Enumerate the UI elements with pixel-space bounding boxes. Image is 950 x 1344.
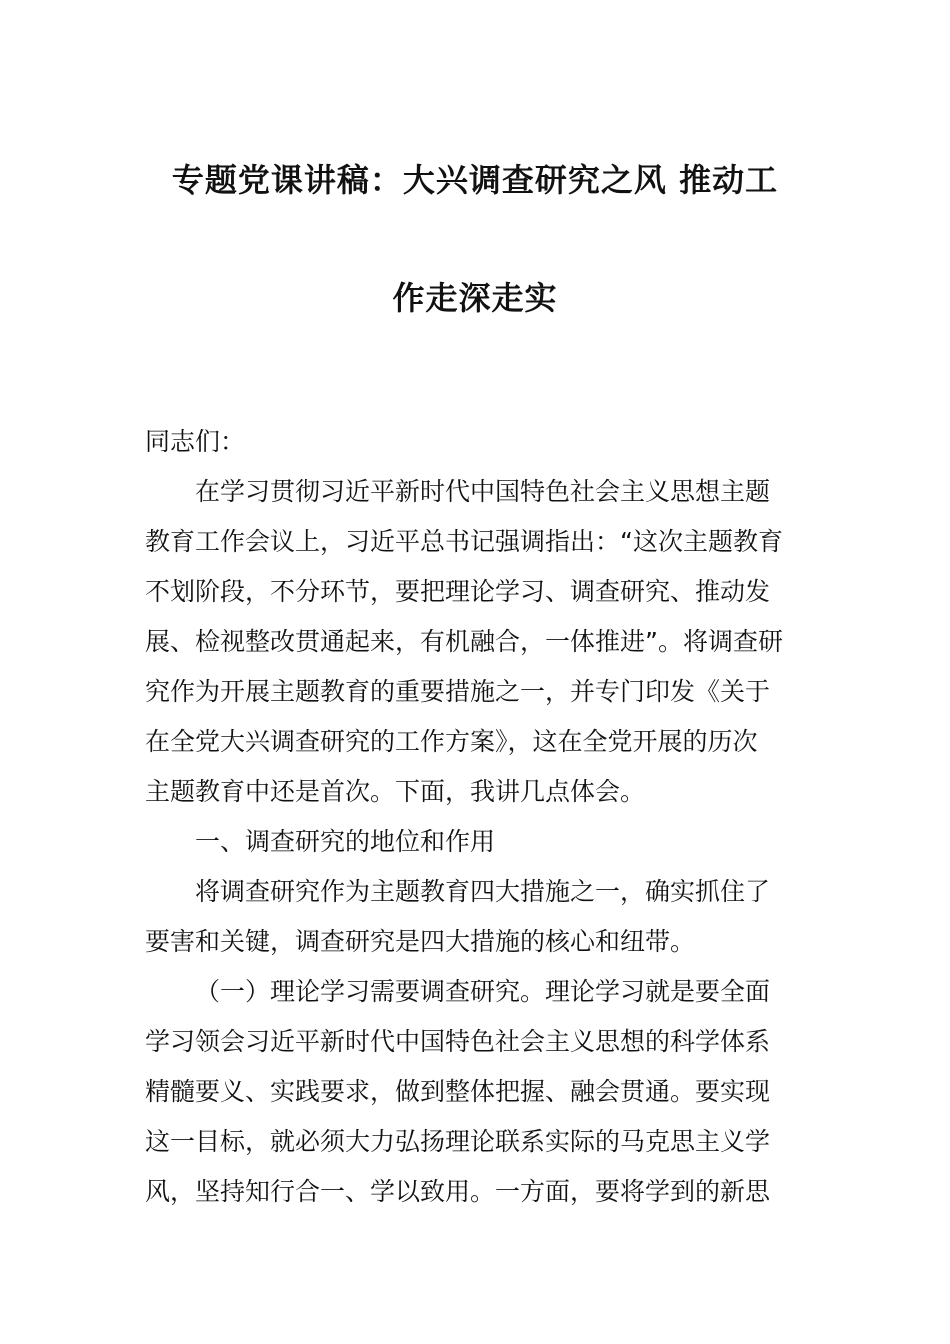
document-title-line-2: 作走深走实: [392, 279, 558, 317]
paragraph-line: 在全党大兴调查研究的工作方案》，这在全党开展的历次: [145, 727, 758, 756]
section-heading: 一、调查研究的地位和作用: [195, 827, 496, 856]
document-title-line-1: 专题党课讲稿：大兴调查研究之风 推动工: [171, 161, 779, 199]
paragraph-line: 要害和关键，调查研究是四大措施的核心和纽带。: [145, 927, 696, 956]
paragraph-line: 究作为开展主题教育的重要措施之一，并专门印发《关于: [145, 677, 771, 706]
paragraph-line: 这一目标，就必须大力弘扬理论联系实际的马克思主义学: [145, 1127, 771, 1156]
salutation: 同志们：: [145, 427, 246, 456]
paragraph-line: 展、检视整改贯通起来，有机融合，一体推进”。将调查研: [145, 627, 783, 656]
paragraph-line: 学习领会习近平新时代中国特色社会主义思想的科学体系: [145, 1027, 771, 1056]
paragraph-line: 将调查研究作为主题教育四大措施之一，确实抓住了: [195, 877, 771, 906]
paragraph-line: 教育工作会议上，习近平总书记强调指出：“这次主题教育: [145, 527, 783, 556]
paragraph-line: 精髓要义、实践要求，做到整体把握、融会贯通。要实现: [145, 1077, 771, 1106]
paragraph-line: 主题教育中还是首次。下面，我讲几点体会。: [145, 777, 646, 806]
document-body: [145, 417, 805, 1217]
paragraph-line: 不划阶段，不分环节，要把理论学习、调查研究、推动发: [145, 577, 771, 606]
paragraph-line: （一）理论学习需要调查研究。理论学习就是要全面: [195, 977, 771, 1006]
paragraph-line: 在学习贯彻习近平新时代中国特色社会主义思想主题: [195, 477, 771, 506]
paragraph-line: 风，坚持知行合一、学以致用。一方面，要将学到的新思: [145, 1177, 771, 1206]
